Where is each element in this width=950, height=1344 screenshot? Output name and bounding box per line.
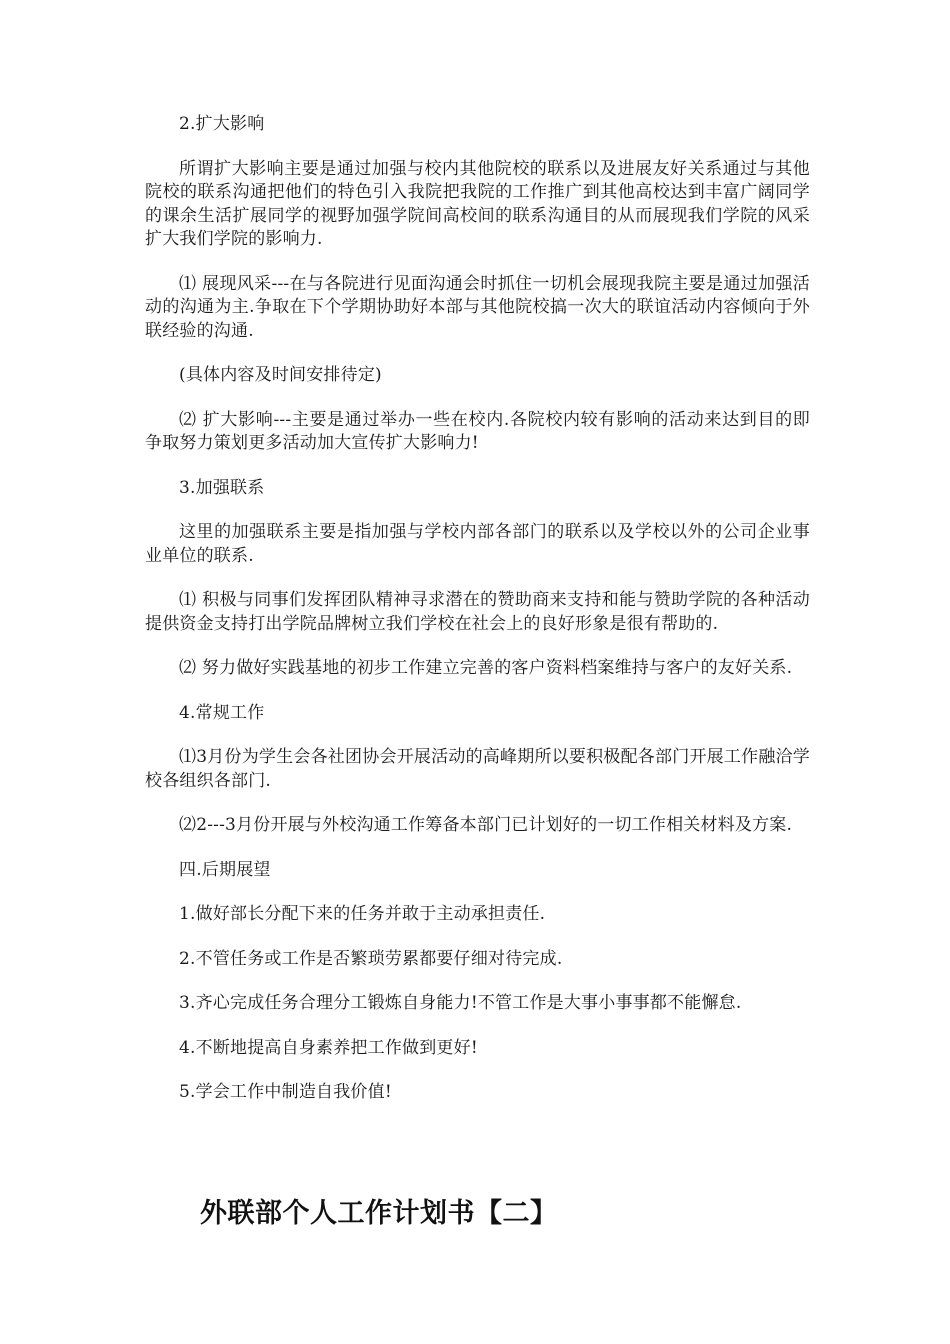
document-body xyxy=(145,113,810,1126)
subheading-strengthen-contact: 3.加强联系 xyxy=(179,477,265,498)
paragraph-outlook-1: 1.做好部长分配下来的任务并敢于主动承担责任. xyxy=(179,904,546,924)
paragraph-item-expand-influence: ⑵ 扩大影响---主要是通过举办一些在校内.各院校内较有影响的活动来达到目的即争取努力策划更多活动加大宣传扩大影响力! xyxy=(145,409,810,453)
paragraph-outlook-3: 3.齐心完成任务合理分工锻炼自身能力!不管工作是大事小事事都不能懈怠. xyxy=(179,993,742,1013)
paragraph-strengthen-contact-intro: 这里的加强联系主要是指加强与学校内部各部门的联系以及学校以外的公司企业事业单位的联系. xyxy=(145,522,810,566)
paragraph-outlook-5: 5.学会工作中制造自我价值! xyxy=(179,1082,392,1102)
paragraph-note-tbd: (具体内容及时间安排待定) xyxy=(179,365,382,385)
subheading-expand-influence: 2.扩大影响 xyxy=(179,114,265,134)
subheading-outlook: 四.后期展望 xyxy=(179,859,271,880)
paragraph-item-practice-base: ⑵ 努力做好实践基地的初步工作建立完善的客户资料档案维持与客户的友好关系. xyxy=(179,658,793,678)
paragraph-item-show-style: ⑴ 展现风采---在与各院进行见面沟通会时抓住一切机会展现我院主要是通过加强活动的沟通为主.争取在下个学期协助好本部与其他院校搞一次大的联谊活动内容倾向于外联经验的沟通. xyxy=(145,273,810,341)
section-title: 外联部个人工作计划书【二】 xyxy=(200,1198,558,1229)
paragraph-item-sponsors: ⑴ 积极与同事们发挥团队精神寻求潜在的赞助商来支持和能与赞助学院的各种活动提供资金支持打出学院品牌树立我们学校在社会上的良好形象是很有帮助的. xyxy=(145,590,810,634)
paragraph-outlook-4: 4.不断地提高自身素养把工作做到更好! xyxy=(179,1037,478,1058)
subheading-routine-work: 4.常规工作 xyxy=(179,702,265,723)
paragraph-expand-influence-intro: 所谓扩大影响主要是通过加强与校内其他院校的联系以及进展友好关系通过与其他院校的联系沟通把他们的特色引入我院把我院的工作推广到其他高校达到丰富广阔同学的课余生活扩展同学的视野加强学院间高校间的联系沟通目的从而展现我们学院的风采扩大我们学院的影响力. xyxy=(145,158,810,249)
paragraph-item-march-peak: ⑴3月份为学生会各社团协会开展活动的高峰期所以要积极配各部门开展工作融洽学校各组织各部门. xyxy=(145,747,810,791)
paragraph-item-outreach-prep: ⑵2---3月份开展与外校沟通工作筹备本部门已计划好的一切工作相关材料及方案. xyxy=(179,815,793,835)
paragraph-outlook-2: 2.不管任务或工作是否繁琐劳累都要仔细对待完成. xyxy=(179,948,563,969)
